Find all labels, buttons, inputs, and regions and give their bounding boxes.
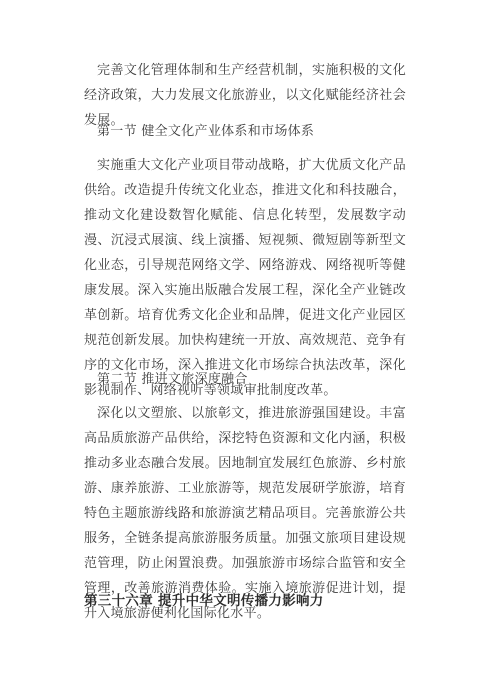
- section-1-heading: 第一节 健全文化产业体系和市场体系: [97, 124, 315, 139]
- chapter-36-heading: 第三十六章 提升中华文明传播力影响力: [84, 593, 324, 609]
- section-2-heading: 第二节 推进文旅深度融合: [97, 372, 248, 387]
- section-2-paragraph: 深化以文塑旅、以旅彰文，推进旅游强国建设。丰富高品质旅游产品供给，深挖特色资源和文化内涵，积极推动多业态融合发展。因地制宜发展红色旅游、乡村旅游、康养旅游、工业旅游等，规范发展研学旅游，培育特色主题旅游线路和旅游演艺精品项目。完善旅游公共服务，全链条提高旅游服务质量。加强文旅项目建设规范管理，防止闲置浪费。加强旅游市场综合监管和安全管理，改善旅游消费体验。实施入境旅游促进计划，提升入境旅游便利化国际化水平。: [84, 406, 406, 621]
- intro-paragraph: 完善文化管理体制和生产经营机制，实施积极的文化经济政策，大力发展文化旅游业，以文化赋能经济社会发展。: [84, 63, 406, 128]
- section-1-paragraph: 实施重大文化产业项目带动战略，扩大优质文化产品供给。改造提升传统文化业态，推进文化和科技融合，推动文化建设数智化赋能、信息化转型，发展数字动漫、沉浸式展演、线上演播、短视频、微短剧等新型文化业态，引导规范网络文学、网络游戏、网络视听等健康发展。深入实施出版融合发展工程，深化全产业链改革创新。培育优秀文化企业和品牌，促进文化产业园区规范创新发展。加快构建统一开放、高效规范、竞争有序的文化市场，深入推进文化市场综合执法改革，深化影视制作、网络视听等领域审批制度改革。: [84, 158, 406, 398]
